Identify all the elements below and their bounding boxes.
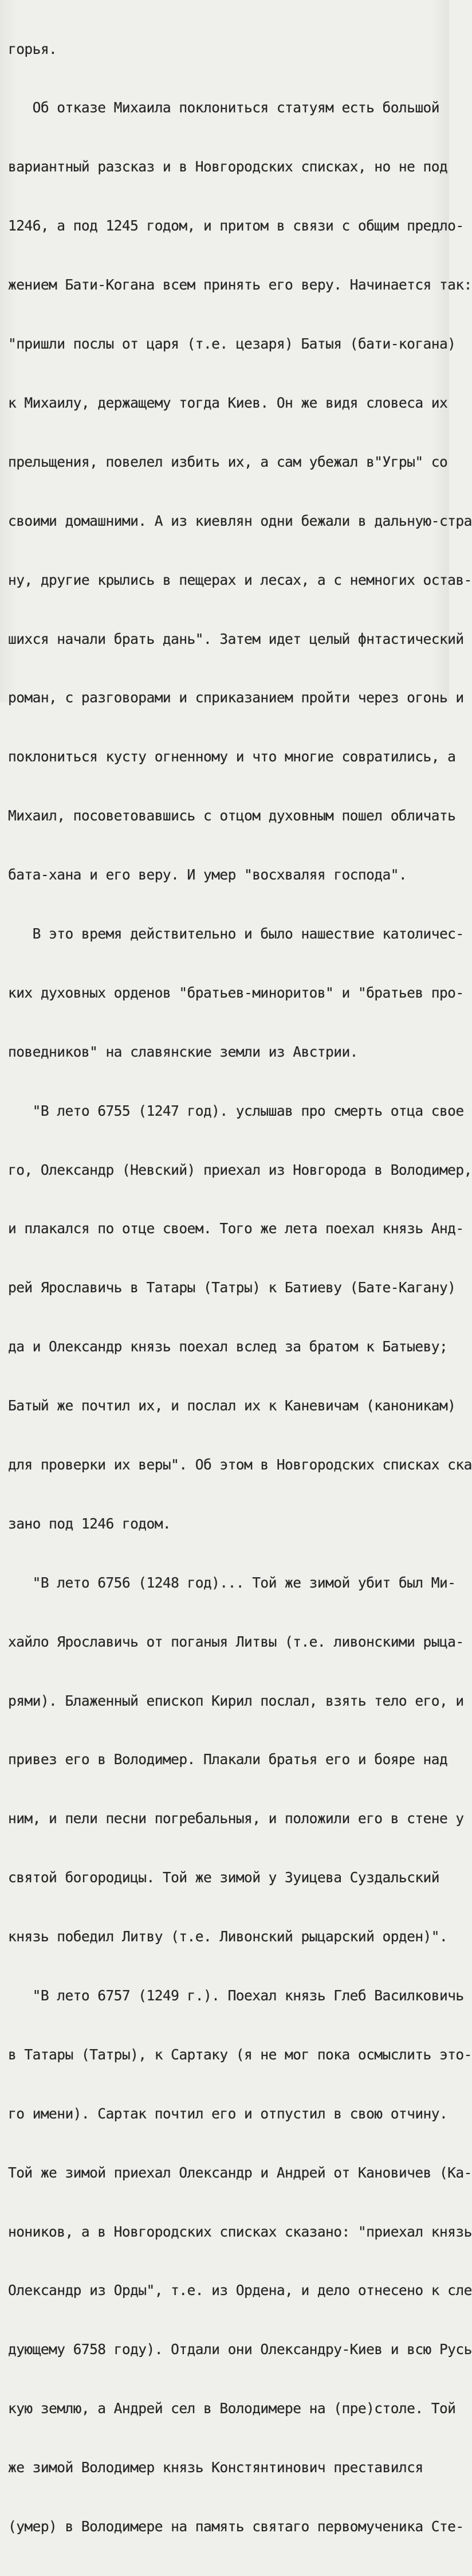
text-line: 1246, а под 1245 годом, и притом в связи с общим предло-: [8, 217, 464, 234]
text-line: привез его в Володимер. Плакали братья его и бояре над: [8, 1751, 448, 1768]
text-line: роман, с разговорами и сприказанием пройти через огонь и: [8, 689, 464, 706]
text-line: ких духовных орденов "братьев-миноритов" и "братьев про-: [8, 984, 464, 1001]
text-line: к Михаилу, держащему тогда Киев. Он же видя словеса их: [8, 394, 448, 411]
text-line: В это время действительно и было нашествие католичес-: [8, 925, 464, 942]
text-line: своими домашними. А из киевлян одни бежали в дальную-стра: [8, 512, 472, 529]
text-line: Батый же почтил их, и послал их к Каневичам (каноникам): [8, 1397, 456, 1414]
text-line: дующему 6758 году). Отдали они Олександру-Киев и всю Русь: [8, 2341, 472, 2358]
text-line: Той же зимой приехал Олександр и Андрей от Кановичев (Ка-: [8, 2164, 472, 2181]
text-line: для проверки их веры". Об этом в Новгородских списках ска: [8, 1456, 472, 1473]
text-line: прельщения, повелел избить их, а сам убежал в"Угры" со: [8, 453, 448, 470]
text-line: ну, другие крылись в пещерах и лесах, а с немногих остав-: [8, 571, 472, 588]
text-line: жением Бати-Когана всем принять его веру. Начинается так:: [8, 276, 472, 294]
text-line: зано под 1246 годом.: [8, 1515, 171, 1532]
text-line: (умер) в Володимере на память святаго первомученика Сте-: [8, 2518, 464, 2535]
text-line: "В лето 6756 (1248 год)... Той же зимой убит был Ми-: [8, 1574, 456, 1591]
text-line: "В лето 6757 (1249 г.). Поехал князь Глеб Василковичь: [8, 1987, 464, 2004]
text-line: го имени). Сартак почтил его и отпустил в свою отчину.: [8, 2105, 448, 2122]
text-line: Об отказе Михаила поклониться статуям есть большой: [8, 99, 439, 116]
text-line: рями). Блаженный епископ Кирил послал, взять тело его, и: [8, 1692, 464, 1709]
text-line: кую землю, а Андрей сел в Володимере на (пре)столе. Той: [8, 2400, 456, 2417]
text-line: нoников, а в Новгородских списках сказано: "приехал князь: [8, 2223, 472, 2240]
text-line: ним, и пели песни погребальныя, и положили его в стене у: [8, 1810, 464, 1827]
text-line: вариантный разсказ и в Новгородских списках, но не под: [8, 158, 448, 175]
text-line: святой богородицы. Той же зимой у Зуицева Суздальский: [8, 1869, 439, 1886]
text-line: бата-хана и его веру. И умер "восхваляя господа".: [8, 866, 407, 884]
text-line: и плакался по отце своем. Того же лета поехал князь Анд-: [8, 1220, 464, 1237]
text-line: горья.: [8, 40, 57, 57]
text-line: го, Олександр (Невский) приехал из Новгорода в Володимер,: [8, 1161, 472, 1178]
text-line: поведников" на славянские земли из Австрии.: [8, 1043, 358, 1060]
text-line: рей Ярославичь в Татары (Татры) к Батиеву (Бате-Кагану): [8, 1279, 456, 1296]
text-line: шихся начали брать дань". Затем идет целый фнтастический: [8, 630, 464, 647]
text-line: Михаил, посоветовавшись с отцом духовным пошел обличать: [8, 807, 456, 824]
text-line: поклониться кусту огненному и что многие совратились, а: [8, 748, 456, 765]
page-text: [8, 0, 472, 2576]
text-line: да и Олександр князь поехал вслед за братом к Батыеву;: [8, 1338, 448, 1355]
text-line: "пришли послы от царя (т.е. цезаря) Батыя (бати-когана): [8, 335, 456, 353]
text-line: хайло Ярославичь от поганыя Литвы (т.е. ливонскими рыца-: [8, 1633, 464, 1650]
text-line: Олександр из Орды", т.е. из Ордена, и дело отнесено к сле: [8, 2282, 472, 2299]
text-line: "В лето 6755 (1247 год). услышав про смерть отца свое: [8, 1102, 464, 1119]
text-line: в Татары (Татры), к Сартаку (я не мог пока осмыслить это-: [8, 2046, 472, 2063]
text-line: князь победил Литву (т.е. Ливонский рыцарский орден)".: [8, 1928, 448, 1945]
text-line: же зимой Володимер князь Констянтинович преставился: [8, 2459, 423, 2476]
